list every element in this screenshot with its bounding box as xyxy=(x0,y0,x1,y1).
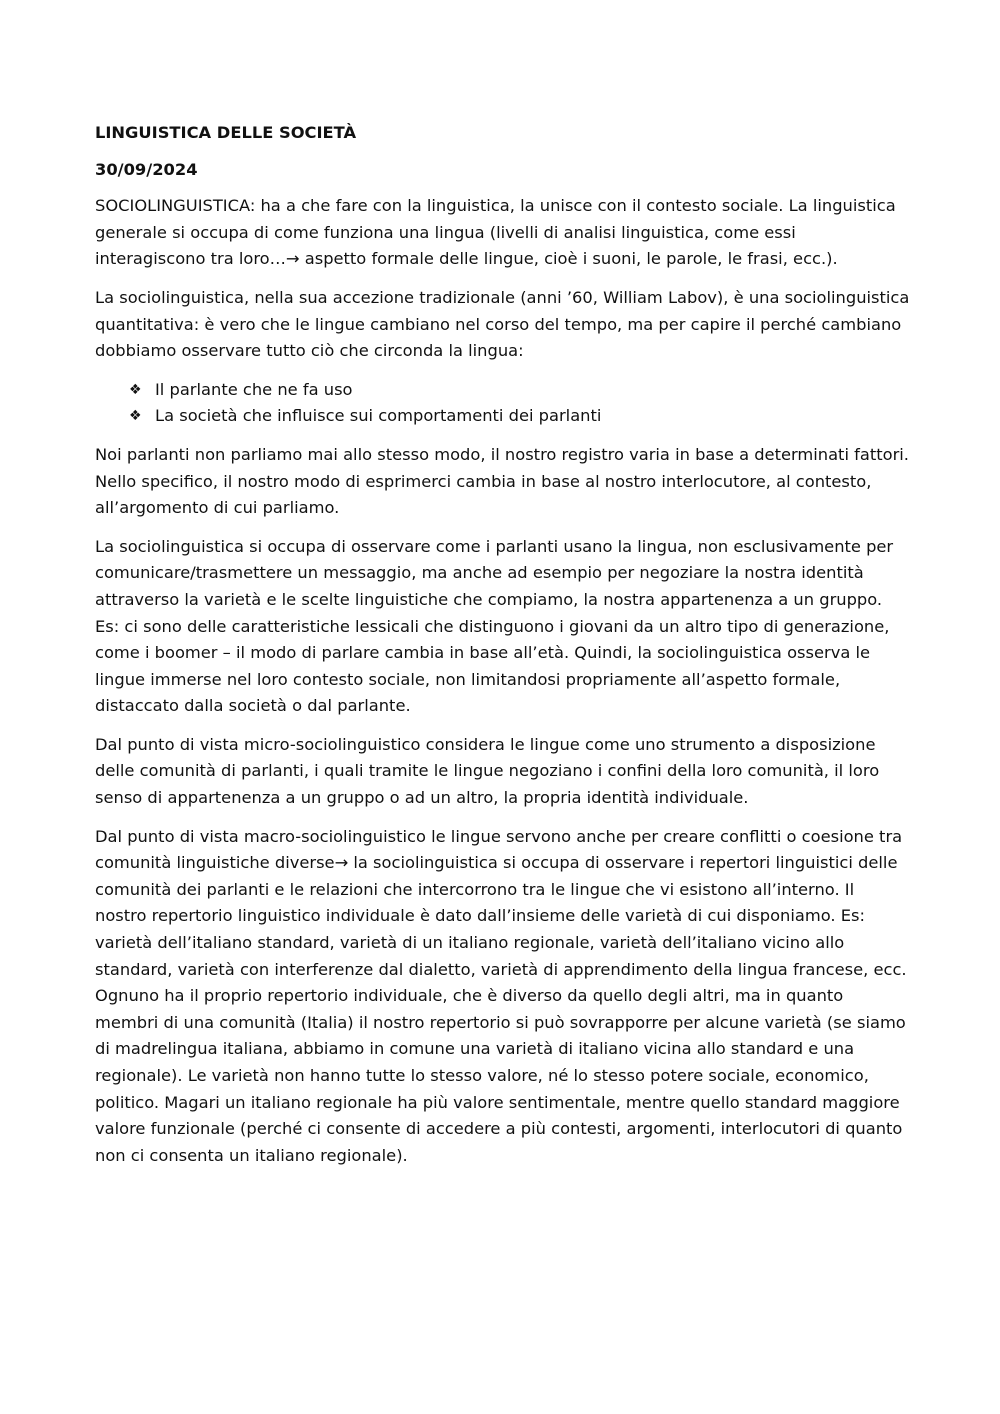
diamond-bullet-icon: ❖ xyxy=(129,408,142,425)
list-item xyxy=(129,377,910,404)
diamond-bullet-icon: ❖ xyxy=(129,381,142,398)
bullet-list xyxy=(95,377,910,430)
document-page xyxy=(95,120,910,1181)
paragraph: La sociolinguistica si occupa di osservare come i parlanti usano la lingua, non esclusivamente per comunicare/trasmettere un messaggio, ma anche ad esempio per negoziare la nostra identità attraverso la varietà e le scelte linguistiche che compiamo, la nostra appartenenza a un gruppo. Es: ci sono delle caratteristiche lessicali che distinguono i giovani da un altro tipo di generazione, come i boomer – il modo di parlare cambia in base all’età. Quindi, la sociolinguistica osserva le lingue immerse nel loro contesto sociale, non limitandosi propriamente all’aspetto formale, distaccato dalla società o dal parlante. xyxy=(95,536,894,716)
document-date: 30/09/2024 xyxy=(95,159,198,179)
list-item-text: La società che influisce sui comportamenti dei parlanti xyxy=(155,406,602,426)
document-title: LINGUISTICA DELLE SOCIETÀ xyxy=(95,123,357,142)
list-item-text: Il parlante che ne fa uso xyxy=(155,379,353,399)
paragraph: La sociolinguistica, nella sua accezione tradizionale (anni ’60, William Labov), è una sociolinguistica quantitativa: è vero che le lingue cambiano nel corso del tempo, ma per capire il perché cambiano dobbiamo osservare tutto ciò che circonda la lingua: xyxy=(95,287,910,361)
paragraph: Dal punto di vista micro-sociolinguistico considera le lingue come uno strumento a disposizione delle comunità di parlanti, i quali tramite le lingue negoziano i confini della loro comunità, il loro senso di appartenenza a un gruppo o ad un altro, la propria identità individuale. xyxy=(95,734,880,808)
paragraph: Noi parlanti non parliamo mai allo stesso modo, il nostro registro varia in base a determinati fattori. Nello specifico, il nostro modo di esprimerci cambia in base al nostro interlocutore, al contesto, all’argomento di cui parliamo. xyxy=(95,444,909,518)
paragraph: Dal punto di vista macro-sociolinguistico le lingue servono anche per creare conflitti o coesione tra comunità linguistiche diverse→ la sociolinguistica si occupa di osservare i repertori linguistici delle comunità dei parlanti e le relazioni che intercorrono tra le lingue che vi esistono all’interno. Il nostro repertorio linguistico individuale è dato dall’insieme delle varietà di cui disponiamo. Es: varietà dell’italiano standard, varietà di un italiano regionale, varietà dell’italiano vicino allo standard, varietà con interferenze dal dialetto, varietà di apprendimento della lingua francese, ecc. Ognuno ha il proprio repertorio individuale, che è diverso da quello degli altri, ma in quanto membri di una comunità (Italia) il nostro repertorio si può sovrapporre per alcune varietà (se siamo di madrelingua italiana, abbiamo in comune una varietà di italiano vicina allo standard e una regionale). Le varietà non hanno tutte lo stesso valore, né lo stesso potere sociale, economico, politico. Magari un italiano regionale ha più valore sentimentale, mentre quello standard maggiore valore funzionale (perché ci consente di accedere a più contesti, argomenti, interlocutori di quanto non ci consenta un italiano regionale). xyxy=(95,826,907,1165)
list-item xyxy=(129,403,910,430)
paragraph: SOCIOLINGUISTICA: ha a che fare con la linguistica, la unisce con il contesto sociale. La linguistica generale si occupa di come funziona una lingua (livelli di analisi linguistica, come essi interagiscono tra loro…→ aspetto formale delle lingue, cioè i suoni, le parole, le frasi, ecc.). xyxy=(95,196,896,269)
